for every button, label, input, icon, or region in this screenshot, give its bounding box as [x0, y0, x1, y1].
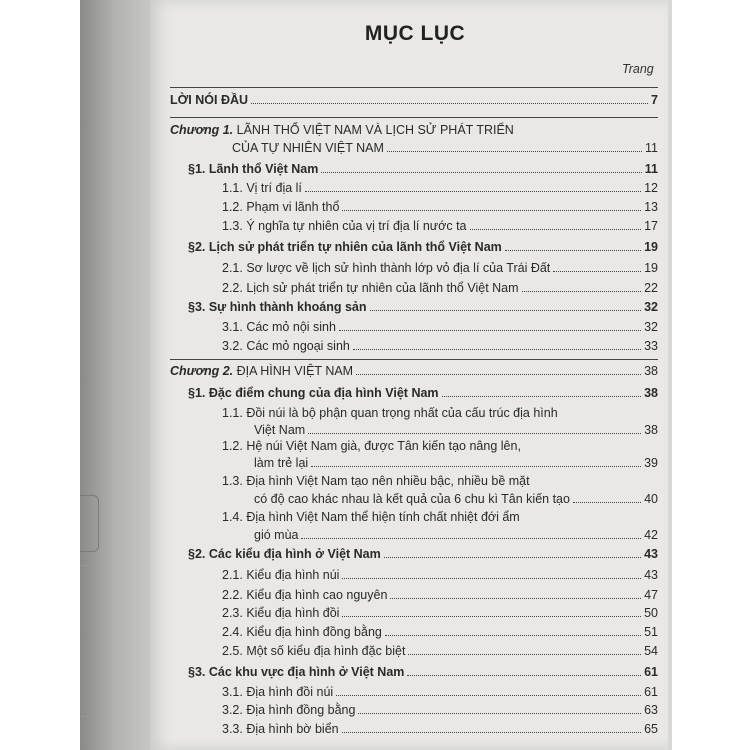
entry-label-wrap: [170, 364, 353, 378]
toc-subsection-line1: 1.3. Địa hình Việt Nam tạo nên nhiều bậc, nhiều bề mặt: [222, 474, 530, 488]
entry-page: 39: [644, 456, 658, 470]
entry-page: 22: [644, 281, 658, 295]
entry-label: 1.2. Phạm vi lãnh thổ: [222, 200, 340, 214]
entry-page: 38: [644, 364, 658, 378]
toc-subsection-line1: 1.4. Địa hình Việt Nam thể hiện tính chất nhiệt đới ẩm: [222, 510, 520, 524]
entry-label: §2. Lịch sử phát triển tự nhiên của lãnh thổ Việt Nam: [188, 240, 502, 254]
entry-page: 47: [644, 588, 658, 602]
toc-subsection: [222, 200, 658, 214]
entry-label: 2.1. Sơ lược về lịch sử hình thành lớp vỏ địa lí của Trái Đất: [222, 261, 551, 275]
entry-label: 3.3. Địa hình bờ biển: [222, 722, 339, 736]
toc-subsection-line1: 1.1. Đồi núi là bộ phận quan trọng nhất của cấu trúc địa hình: [222, 406, 558, 420]
entry-page: 11: [644, 162, 658, 176]
entry-page: 13: [644, 200, 658, 214]
entry-label: 2.3. Kiểu địa hình đồi: [222, 606, 340, 620]
toc-chapter-1-line1: [170, 123, 514, 137]
toc-section-1-1: [188, 162, 658, 176]
entry-label: gió mùa: [254, 528, 299, 542]
toc-subsection: [222, 644, 658, 658]
entry-page: 63: [644, 703, 658, 717]
toc-subsection: [222, 685, 658, 699]
entry-label: 3.2. Các mỏ ngoại sinh: [222, 339, 350, 353]
chapter-prefix: Chương 2.: [170, 364, 234, 378]
entry-page: 65: [644, 722, 658, 736]
separator-line: [170, 87, 658, 88]
entry-label: 1.1. Vị trí địa lí: [222, 181, 302, 195]
entry-page: 19: [644, 240, 658, 254]
entry-label: 1.3. Ý nghĩa tự nhiên của vị trí địa lí nước ta: [222, 219, 467, 233]
entry-label: CỦA TỰ NHIÊN VIỆT NAM: [232, 141, 384, 155]
entry-label: §1. Lãnh thổ Việt Nam: [188, 162, 319, 176]
toc-subsection: [222, 703, 658, 717]
toc-section-2-2: [188, 547, 658, 561]
entry-page: 12: [644, 181, 658, 195]
chapter-prefix: Chương 1.: [170, 123, 234, 137]
entry-page: 11: [645, 141, 658, 155]
toc-subsection: [254, 528, 658, 542]
entry-label-line1: LÃNH THỔ VIỆT NAM VÀ LỊCH SỬ PHÁT TRIỂN: [236, 123, 514, 137]
toc-subsection: [222, 588, 658, 602]
toc-subsection: [254, 492, 658, 506]
entry-label: 2.4. Kiểu địa hình đồng bằng: [222, 625, 382, 639]
entry-page: 61: [644, 685, 658, 699]
entry-page: 43: [644, 547, 658, 561]
toc-subsection-line1: 1.2. Hệ núi Việt Nam già, được Tân kiến tạo nâng lên,: [222, 439, 521, 453]
entry-page: 61: [644, 665, 658, 679]
entry-label: ĐỊA HÌNH VIỆT NAM: [236, 364, 354, 378]
entry-label: 2.5. Một số kiểu địa hình đặc biệt: [222, 644, 406, 658]
toc-subsection: [254, 456, 658, 470]
entry-label: LỜI NÓI ĐẦU: [170, 93, 249, 107]
toc-section-2-3: [188, 665, 658, 679]
entry-page: 42: [644, 528, 658, 542]
entry-page: 32: [644, 320, 658, 334]
toc-chapter-2: [170, 364, 658, 378]
separator-line: [170, 359, 658, 360]
entry-page: 19: [644, 261, 658, 275]
entry-label: 3.1. Địa hình đồi núi: [222, 685, 334, 699]
toc-chapter-1: [232, 141, 658, 155]
toc-section-1-3: [188, 300, 658, 314]
toc-subsection: [222, 181, 658, 195]
toc-section-2-1: [188, 386, 658, 400]
entry-page: 38: [644, 423, 658, 437]
entry-label: 3.1. Các mỏ nội sinh: [222, 320, 336, 334]
entry-label: §3. Sự hình thành khoáng sản: [188, 300, 367, 314]
separator-line: [170, 117, 658, 118]
page-title: MỤC LỤC: [364, 22, 466, 45]
entry-label: Việt Nam: [254, 423, 306, 437]
toc-subsection: [222, 722, 658, 736]
entry-page: 17: [644, 219, 658, 233]
toc-subsection: [222, 625, 658, 639]
entry-label: §3. Các khu vực địa hình ở Việt Nam: [188, 665, 405, 679]
entry-page: 32: [644, 300, 658, 314]
entry-label: 2.2. Kiểu địa hình cao nguyên: [222, 588, 388, 602]
toc-subsection: [222, 281, 658, 295]
toc-subsection: [254, 423, 658, 437]
entry-page: 43: [644, 568, 658, 582]
entry-page: 33: [644, 339, 658, 353]
entry-page: 40: [644, 492, 658, 506]
toc-section-1-2: [188, 240, 658, 254]
entry-label: 2.2. Lịch sử phát triển tự nhiên của lãnh thổ Việt Nam: [222, 281, 519, 295]
entry-label: §1. Đặc điểm chung của địa hình Việt Nam: [188, 386, 439, 400]
toc-subsection: [222, 261, 658, 275]
toc-entry-preface: [170, 93, 658, 107]
entry-label: có độ cao khác nhau là kết quả của 6 chu kì Tân kiến tạo: [254, 492, 570, 506]
entry-page: 50: [644, 606, 658, 620]
toc-subsection: [222, 219, 658, 233]
entry-page: 38: [644, 386, 658, 400]
entry-page: 54: [644, 644, 658, 658]
entry-label: làm trẻ lại: [254, 456, 309, 470]
toc-subsection: [222, 568, 658, 582]
toc-subsection: [222, 606, 658, 620]
entry-label: 3.2. Địa hình đồng bằng: [222, 703, 356, 717]
entry-label: §2. Các kiểu địa hình ở Việt Nam: [188, 547, 381, 561]
entry-label: 2.1. Kiểu địa hình núi: [222, 568, 340, 582]
toc-subsection: [222, 339, 658, 353]
toc-subsection: [222, 320, 658, 334]
entry-page: 51: [644, 625, 658, 639]
page-column-label: Trang: [622, 62, 654, 76]
entry-page: 7: [651, 93, 658, 107]
